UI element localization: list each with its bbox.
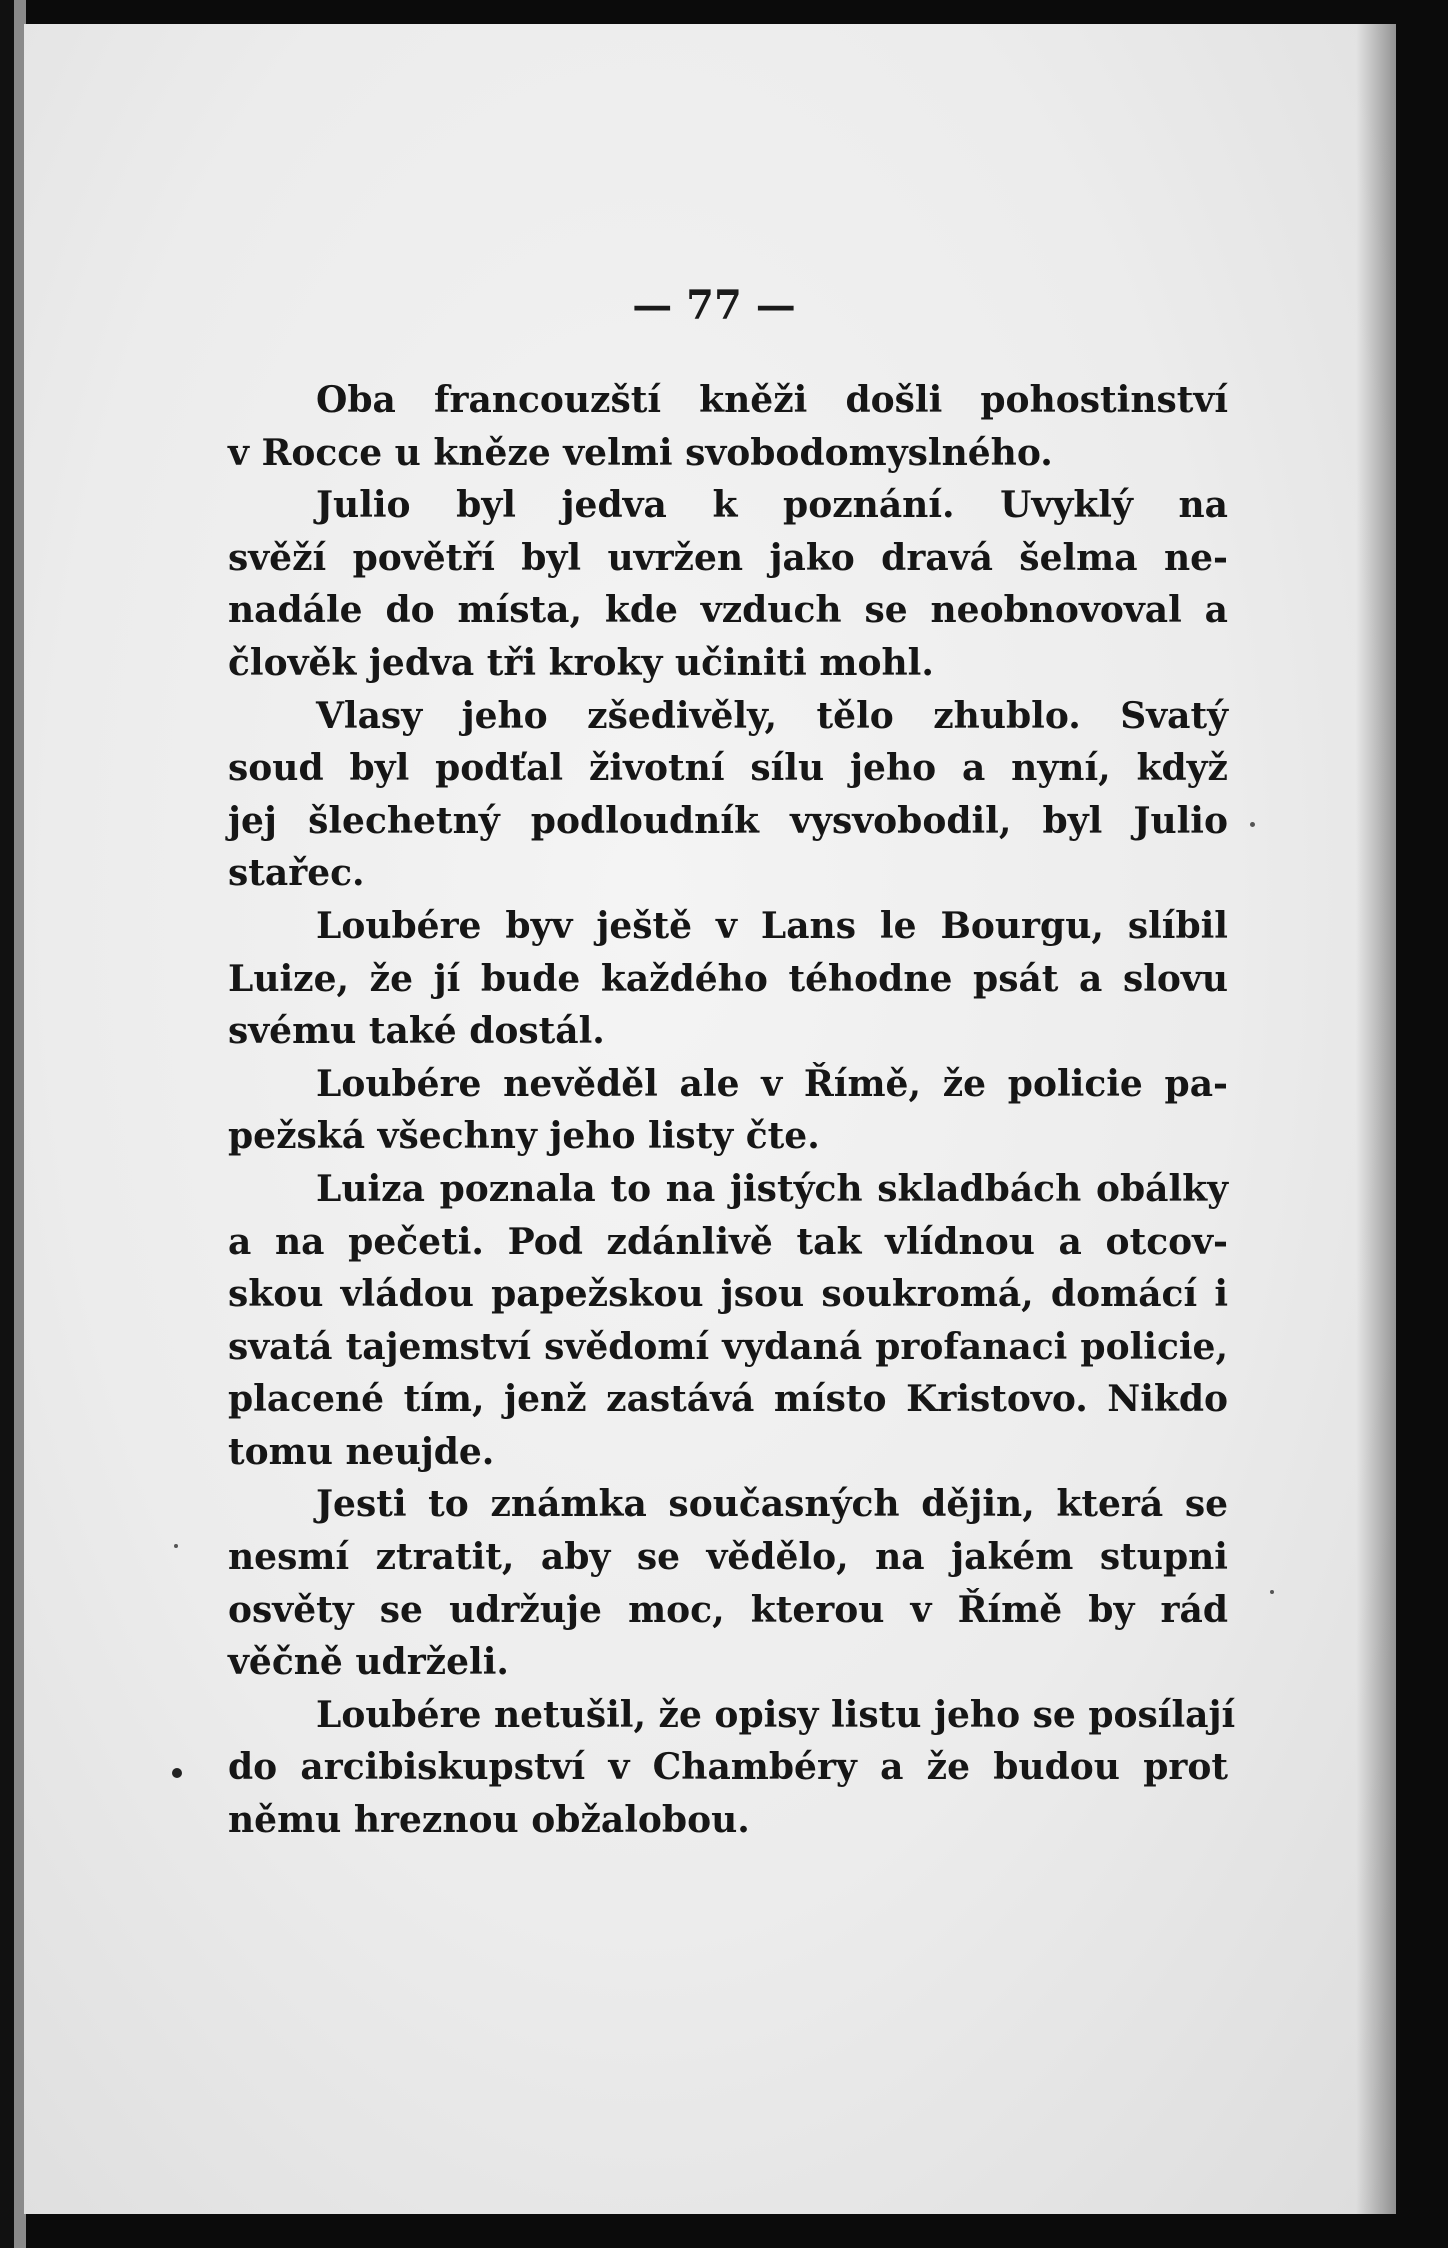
text-line: do arcibiskupství v Chambéry a že budou prot <box>228 1746 1228 1789</box>
text-line: svatá tajemství svědomí vydaná profanaci policie, <box>228 1325 1228 1368</box>
text-line: svému také dostál. <box>228 1010 605 1053</box>
page-number: — 77 — <box>632 282 796 329</box>
body-text <box>228 374 1236 1847</box>
text-line: věčně udrželi. <box>228 1641 509 1684</box>
text-line: tomu neujde. <box>228 1430 495 1473</box>
paper-speck <box>1270 1590 1274 1594</box>
text-line: Vlasy jeho zšedivěly, tělo zhublo. Svatý <box>316 694 1228 737</box>
text-line: jej šlechetný podloudník vysvobodil, byl Julio <box>228 799 1228 842</box>
paper-speck <box>174 1544 178 1548</box>
text-line: svěží povětří byl uvržen jako dravá šelma ne- <box>228 536 1228 579</box>
text-line: Loubére netušil, že opisy listu jeho se posílají <box>316 1693 1236 1736</box>
book-page <box>24 24 1396 2214</box>
text-line: Loubére nevěděl ale v Římě, že policie pa- <box>316 1062 1228 1105</box>
text-line: pežská všechny jeho listy čte. <box>228 1115 820 1158</box>
text-line: stařec. <box>228 852 365 895</box>
text-line: soud byl podťal životní sílu jeho a nyní, když <box>228 747 1228 790</box>
text-line: placené tím, jenž zastává místo Kristovo. Nikdo <box>228 1378 1228 1421</box>
text-line: a na pečeti. Pod zdánlivě tak vlídnou a otcov- <box>228 1220 1228 1263</box>
text-line: Oba francouzští kněži došli pohostinství <box>316 379 1228 421</box>
text-line: Loubére byv ještě v Lans le Bourgu, slíbil <box>316 904 1228 947</box>
paper-speck <box>172 1768 182 1778</box>
text-line: v Rocce u kněze velmi svobodomyslného. <box>228 431 1053 474</box>
text-line: Julio byl jedva k poznání. Uvyklý na <box>316 484 1228 527</box>
paper-speck <box>1250 822 1255 827</box>
text-line: člověk jedva tři kroky učiniti mohl. <box>228 641 934 684</box>
text-line: nadále do místa, kde vzduch se neobnovoval a <box>228 589 1228 632</box>
text-line: osvěty se udržuje moc, kterou v Římě by rád <box>228 1588 1228 1631</box>
text-line: Luize, že jí bude každého téhodne psát a slovu <box>228 957 1228 1000</box>
text-line: němu hreznou obžalobou. <box>228 1799 750 1842</box>
text-line: skou vládou papežskou jsou soukromá, domácí i <box>228 1273 1228 1316</box>
text-line: Jesti to známka současných dějin, která se <box>316 1483 1228 1526</box>
text-line: Luiza poznala to na jistých skladbách obálky <box>316 1167 1228 1210</box>
text-line: nesmí ztratit, aby se vědělo, na jakém stupni <box>228 1536 1228 1579</box>
